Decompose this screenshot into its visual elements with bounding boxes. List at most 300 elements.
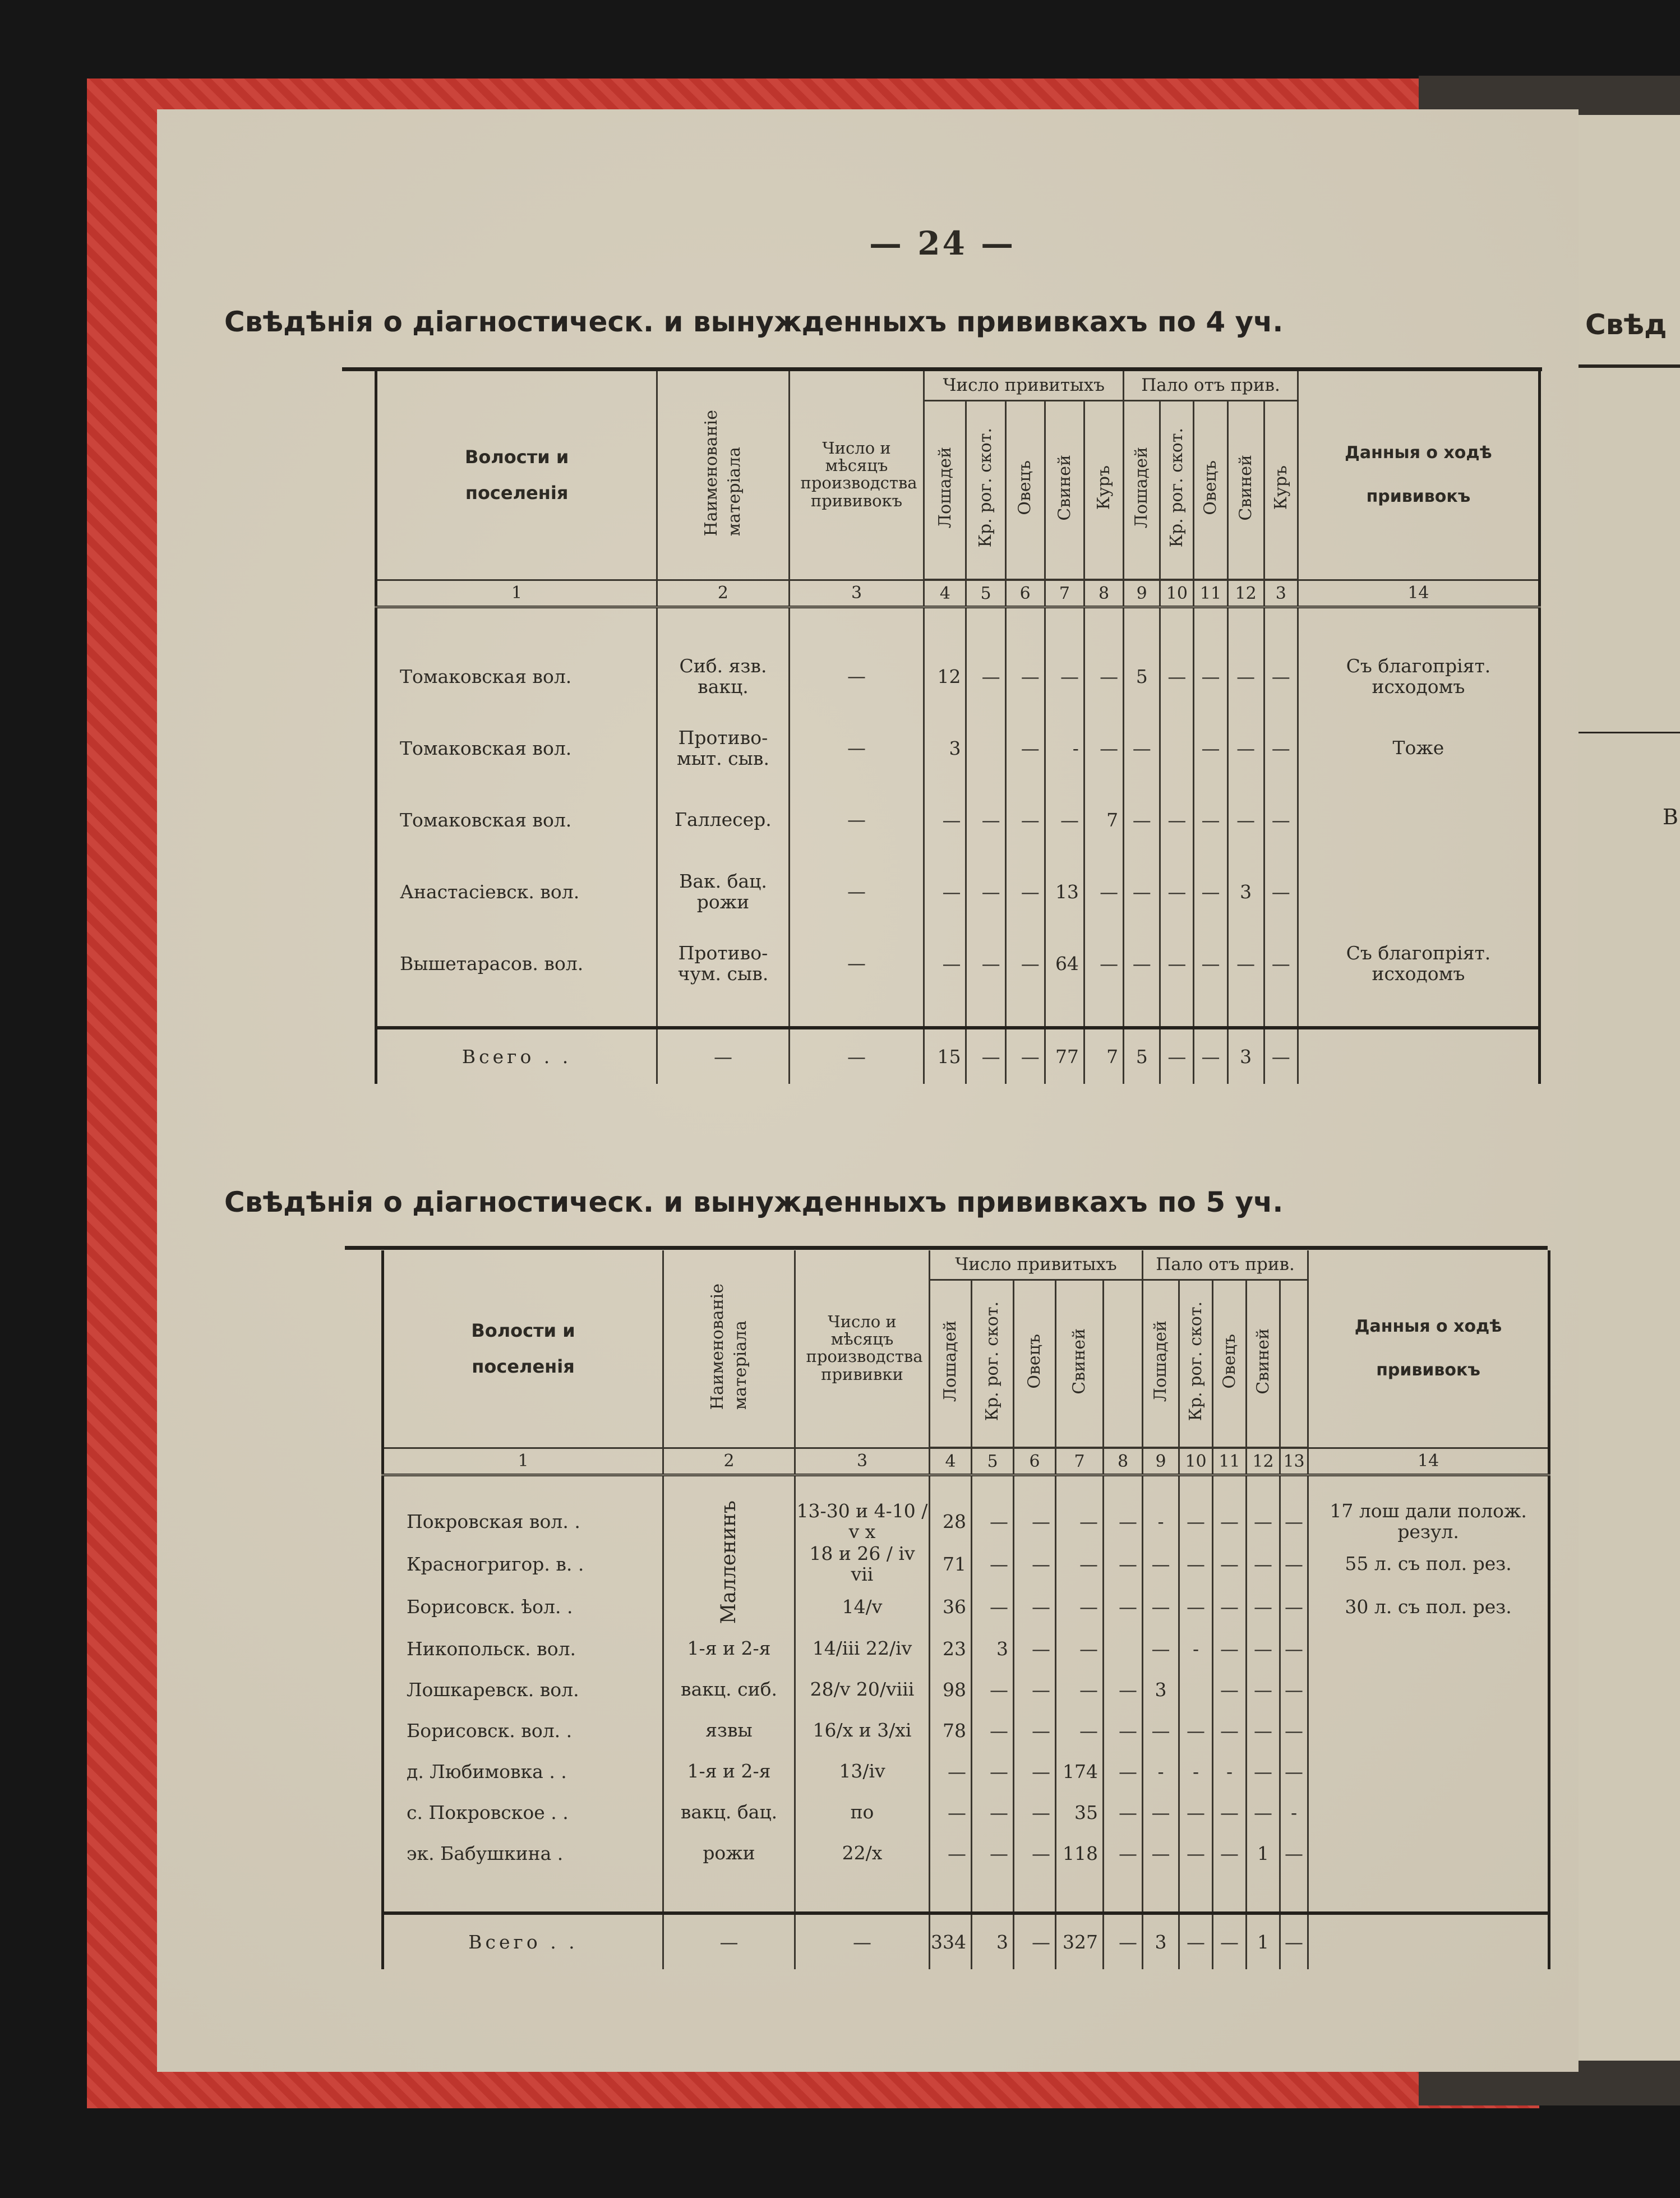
table-row (383, 1751, 1549, 1792)
cell-vaccinated: — (1084, 713, 1123, 784)
spacer-cell (1227, 607, 1264, 641)
spacer-cell (1308, 1475, 1549, 1500)
cell-died: — (1280, 1543, 1308, 1586)
cell-note (1308, 1751, 1549, 1792)
next-page-letter: В (1663, 805, 1678, 829)
cell-note (1298, 856, 1539, 928)
header-notes (1298, 371, 1539, 580)
spacer-cell (1005, 607, 1045, 641)
cell-died: — (1280, 1500, 1308, 1543)
header-died-pigs (1247, 1280, 1280, 1448)
cell-vaccinated: — (1005, 928, 1045, 1000)
cell-vaccinated: 3 (972, 1628, 1014, 1669)
cell-material: 1-я и 2-я (663, 1751, 795, 1792)
cell-vaccinated: — (1056, 1500, 1104, 1543)
cell-died: — (1160, 784, 1194, 856)
header-died-pigs (1227, 400, 1264, 580)
table-row (383, 1500, 1549, 1543)
cell-date: 13/iv (795, 1751, 930, 1792)
cell-vaccinated: — (1104, 1751, 1143, 1792)
table-row (383, 1710, 1549, 1751)
table-section-5 (381, 1250, 1550, 1969)
spacer-cell (1280, 1475, 1308, 1500)
table-row (376, 856, 1540, 928)
cell-died: — (1179, 1543, 1213, 1586)
spacer-cell (1014, 1874, 1056, 1913)
header-hens-text: Куръ (1093, 465, 1114, 510)
cell-died: 3 (1227, 856, 1264, 928)
header-group-died: Пало отъ прив. (1124, 371, 1298, 400)
cell-died: — (1213, 1543, 1247, 1586)
spacer-cell (376, 1000, 657, 1028)
cell-vaccinated: — (972, 1833, 1014, 1874)
header-died-sheep-text: Овецъ (1219, 1333, 1239, 1389)
cell-place: д. Любимовка . . (383, 1751, 663, 1792)
cell-total-died: 3 (1227, 1028, 1264, 1084)
header-horses (924, 400, 966, 580)
cell-total-vaccinated: — (1104, 1913, 1143, 1969)
header-died-horses-text: Лошадей (1151, 1320, 1171, 1402)
cell-vaccinated: — (972, 1500, 1014, 1543)
cell-died: — (1227, 784, 1264, 856)
column-number: 11 (1213, 1448, 1247, 1475)
cell-vaccinated: — (1104, 1669, 1143, 1710)
header-pigs (1045, 400, 1084, 580)
cell-material: язвы (663, 1710, 795, 1751)
cell-died: — (1264, 784, 1298, 856)
total-row (383, 1913, 1549, 1969)
header-cattle (966, 400, 1005, 580)
column-number: 5 (966, 580, 1005, 607)
cell-died: — (1227, 641, 1264, 713)
table-top-rule (342, 367, 1542, 371)
cell-vaccinated: — (966, 641, 1005, 713)
spacer-cell (1194, 607, 1227, 641)
header-pigs (1056, 1280, 1104, 1448)
cell-vaccinated: — (1014, 1628, 1056, 1669)
cell-note: 17 лош дали полож. резул. (1308, 1500, 1549, 1543)
table-row (376, 784, 1540, 856)
spacer-cell (1264, 1000, 1298, 1028)
spacer-cell (930, 1874, 972, 1913)
cell-died: — (1247, 1669, 1280, 1710)
cell-died: - (1179, 1628, 1213, 1669)
spacer-cell (1194, 1000, 1227, 1028)
cell-total-vaccinated: 3 (972, 1913, 1014, 1969)
cell-place: эк. Бабушкина . (383, 1833, 663, 1874)
spacer-cell (1298, 607, 1539, 641)
cell-vaccinated: — (1014, 1586, 1056, 1628)
header-sheep (1014, 1280, 1056, 1448)
cell-place: Томаковская вол. (376, 641, 657, 713)
header-sheep-text: Овецъ (1015, 460, 1035, 515)
cell-vaccinated: 35 (1056, 1792, 1104, 1833)
column-number: 3 (789, 580, 924, 607)
column-number: 13 (1280, 1448, 1308, 1475)
spacer-cell (1264, 607, 1298, 641)
cell-died: — (1124, 784, 1160, 856)
spacer-cell (657, 1000, 790, 1028)
cell-died: — (1124, 713, 1160, 784)
cell-vaccinated: 36 (930, 1586, 972, 1628)
spacer-cell (966, 1000, 1005, 1028)
header-died-horses (1124, 400, 1160, 580)
header-died-blank (1280, 1280, 1308, 1448)
header-sheep (1005, 400, 1045, 580)
cell-vaccinated: — (1005, 713, 1045, 784)
cell-material: Противо- мыт. сыв. (657, 713, 790, 784)
column-number: 12 (1227, 580, 1264, 607)
cell-vaccinated: — (966, 784, 1005, 856)
column-number: 5 (972, 1448, 1014, 1475)
cell-died: — (1213, 1628, 1247, 1669)
header-material (663, 1250, 795, 1448)
spacer-cell (1227, 1000, 1264, 1028)
header-hens (1084, 400, 1123, 580)
cell-date: 14/v (795, 1586, 930, 1628)
spacer-cell (924, 607, 966, 641)
cell-died: — (1194, 856, 1227, 928)
header-died-sheep (1194, 400, 1227, 580)
header-date (789, 371, 924, 580)
cell-vaccinated: — (972, 1669, 1014, 1710)
cell-note: Съ благопріят. исходомъ (1298, 928, 1539, 1000)
cell-died: 5 (1124, 641, 1160, 713)
cell-vaccinated: — (924, 856, 966, 928)
cell-vaccinated: — (930, 1833, 972, 1874)
cell-date: — (789, 856, 924, 928)
spacer-cell (1056, 1874, 1104, 1913)
cell-place: Красногригор. в. . (383, 1543, 663, 1586)
header-died-hens-text: Куръ (1271, 465, 1291, 510)
column-number: 9 (1143, 1448, 1179, 1475)
table-row (383, 1833, 1549, 1874)
header-volost-text: Волости и поселенія (464, 446, 569, 504)
cell-vaccinated: — (1005, 641, 1045, 713)
cell-died (1179, 1669, 1213, 1710)
table-row (376, 641, 1540, 713)
cell-vaccinated: 23 (930, 1628, 972, 1669)
cell-died: — (1213, 1792, 1247, 1833)
cell-vaccinated: — (1104, 1543, 1143, 1586)
cell-died: 3 (1143, 1669, 1179, 1710)
cell-died: — (1264, 713, 1298, 784)
column-number: 7 (1056, 1448, 1104, 1475)
cell-vaccinated: — (930, 1792, 972, 1833)
cell-vaccinated: 118 (1056, 1833, 1104, 1874)
cell-vaccinated: 12 (924, 641, 966, 713)
spacer-cell (1160, 1000, 1194, 1028)
cell-total-died: — (1213, 1913, 1247, 1969)
cell-material: Вак. бац. рожи (657, 856, 790, 928)
cell-material: вакц. сиб. (663, 1669, 795, 1710)
header-material (657, 371, 790, 580)
header-died-pigs-text: Свиней (1253, 1328, 1273, 1394)
cell-vaccinated: — (1104, 1833, 1143, 1874)
cell-died: — (1194, 928, 1227, 1000)
cell-vaccinated: — (1014, 1833, 1056, 1874)
cell-died: — (1179, 1500, 1213, 1543)
cell-note: 30 л. съ пол. рез. (1308, 1586, 1549, 1628)
spacer-cell (376, 607, 657, 641)
cell-date: — (789, 784, 924, 856)
column-number: 14 (1308, 1448, 1549, 1475)
spacer-cell (1213, 1475, 1247, 1500)
cell-died: — (1264, 856, 1298, 928)
header-notes-b: прививокъ (1376, 1360, 1480, 1380)
header-blank (1104, 1280, 1143, 1448)
column-number: 14 (1298, 580, 1539, 607)
cell-died: — (1227, 928, 1264, 1000)
cell-vaccinated: — (1084, 928, 1123, 1000)
cell-total-vaccinated: 7 (1084, 1028, 1123, 1084)
cell-vaccinated: — (1014, 1500, 1056, 1543)
cell-total-died: 3 (1143, 1913, 1179, 1969)
cell-note (1308, 1792, 1549, 1833)
spacer-row (376, 607, 1540, 641)
header-date-text: Число и мѣсяцъ производства прививокъ (800, 438, 917, 510)
cell-died: — (1213, 1710, 1247, 1751)
spacer-cell (1179, 1475, 1213, 1500)
header-group-died: Пало отъ прив. (1143, 1250, 1308, 1280)
header-pigs-text: Свиней (1069, 1328, 1090, 1394)
spacer-cell (1084, 1000, 1123, 1028)
spacer-cell (1179, 1874, 1213, 1913)
header-died-pigs-text: Свиней (1235, 454, 1256, 521)
spacer-cell (1084, 607, 1123, 641)
cell-died: — (1247, 1628, 1280, 1669)
header-material-b: матеріала (730, 1320, 750, 1410)
spacer-cell (383, 1874, 663, 1913)
cell-material: Сиб. язв. вакц. (657, 641, 790, 713)
column-number: 3 (795, 1448, 930, 1475)
next-page-rule (1579, 364, 1680, 368)
column-number: 4 (930, 1448, 972, 1475)
spacer-cell (657, 607, 790, 641)
cell-vaccinated: — (1014, 1543, 1056, 1586)
cell-died: — (1160, 856, 1194, 928)
header-died-horses (1143, 1280, 1179, 1448)
page-number: — 24 — (869, 224, 1016, 262)
cell-died: — (1160, 928, 1194, 1000)
header-died-cattle-text: Кр. рог. скот. (1167, 428, 1187, 548)
header-notes (1308, 1250, 1549, 1448)
cell-died: — (1264, 928, 1298, 1000)
column-number: 9 (1124, 580, 1160, 607)
cell-vaccinated: — (924, 784, 966, 856)
header-notes-a: Данныя о ходѣ (1345, 443, 1492, 463)
cell-total-vaccinated: — (1005, 1028, 1045, 1084)
table-row (376, 928, 1540, 1000)
cell-died: — (1280, 1833, 1308, 1874)
cell-vaccinated: — (1056, 1710, 1104, 1751)
header-cattle-text: Кр. рог. скот. (976, 428, 996, 548)
cell-vaccinated: — (972, 1710, 1014, 1751)
header-horses-text: Лошадей (940, 1320, 961, 1402)
cell-note (1308, 1833, 1549, 1874)
spacer-cell (930, 1475, 972, 1500)
spacer-cell (924, 1000, 966, 1028)
cell-died (1160, 713, 1194, 784)
spacer-cell (1143, 1475, 1179, 1500)
cell-vaccinated: — (930, 1751, 972, 1792)
cell-place: Покровская вол. . (383, 1500, 663, 1543)
header-notes-b: прививокъ (1366, 487, 1471, 507)
spacer-row (383, 1475, 1549, 1500)
cell-vaccinated (966, 713, 1005, 784)
cell-vaccinated: 98 (930, 1669, 972, 1710)
spacer-cell (1124, 1000, 1160, 1028)
cell-died: — (1124, 928, 1160, 1000)
column-number: 10 (1179, 1448, 1213, 1475)
cell-note: Съ благопріят. исходомъ (1298, 641, 1539, 713)
cell-total-date: — (789, 1028, 924, 1084)
cell-vaccinated: — (1104, 1792, 1143, 1833)
header-material-a: Наименованіе (707, 1283, 727, 1410)
cell-died: - (1280, 1792, 1308, 1833)
column-number: 10 (1160, 580, 1194, 607)
cell-died: — (1247, 1751, 1280, 1792)
cell-total-vaccinated: 77 (1045, 1028, 1084, 1084)
section-title-4: Свѣдѣнія о діагностическ. и вынужденныхъ прививкахъ по 4 уч. (224, 306, 1284, 338)
table-row (376, 713, 1540, 784)
cell-died: — (1280, 1669, 1308, 1710)
cell-vaccinated: — (1104, 1586, 1143, 1628)
cell-total-material: — (663, 1913, 795, 1969)
cell-material: вакц. бац. (663, 1792, 795, 1833)
cell-died: — (1124, 856, 1160, 928)
cell-total-vaccinated: 15 (924, 1028, 966, 1084)
spacer-cell (1143, 1874, 1179, 1913)
cell-vaccinated: — (1084, 856, 1123, 928)
header-notes-a: Данныя о ходѣ (1354, 1317, 1502, 1337)
next-page-rule (1579, 732, 1680, 733)
cell-died: — (1194, 713, 1227, 784)
cell-place: Борисовск. вол. . (383, 1710, 663, 1751)
cell-vaccinated: — (1056, 1628, 1104, 1669)
column-number: 4 (924, 580, 966, 607)
spacer-cell (663, 1874, 795, 1913)
column-number: 7 (1045, 580, 1084, 607)
header-date (795, 1250, 930, 1448)
column-number: 2 (657, 580, 790, 607)
cell-died: — (1143, 1586, 1179, 1628)
cell-died: — (1264, 641, 1298, 713)
spacer-row (376, 1000, 1540, 1028)
table-row (383, 1586, 1549, 1628)
cell-vaccinated: — (972, 1751, 1014, 1792)
cell-died: — (1194, 784, 1227, 856)
header-died-sheep-text: Овецъ (1201, 460, 1221, 515)
cell-total-label: Всего . . (383, 1913, 663, 1969)
column-number: 1 (376, 580, 657, 607)
cell-died: — (1247, 1543, 1280, 1586)
cell-died: — (1143, 1833, 1179, 1874)
cell-total-vaccinated: — (966, 1028, 1005, 1084)
spacer-cell (1104, 1475, 1143, 1500)
cell-died: — (1160, 641, 1194, 713)
cell-place: Томаковская вол. (376, 784, 657, 856)
column-number: 12 (1247, 1448, 1280, 1475)
column-number: 8 (1084, 580, 1123, 607)
cell-material: рожи (663, 1833, 795, 1874)
cell-material: 1-я и 2-я (663, 1628, 795, 1669)
column-number: 8 (1104, 1448, 1143, 1475)
cell-note (1308, 1669, 1549, 1710)
cell-died: — (1280, 1710, 1308, 1751)
cell-date: 13-30 и 4-10 / v x (795, 1500, 930, 1543)
spacer-cell (1247, 1475, 1280, 1500)
cell-material: Противо- чум. сыв. (657, 928, 790, 1000)
cell-died: — (1280, 1586, 1308, 1628)
cell-died: - (1179, 1751, 1213, 1792)
cell-died: — (1247, 1586, 1280, 1628)
column-number: 3 (1264, 580, 1298, 607)
cell-date: — (789, 928, 924, 1000)
header-died-hens (1264, 400, 1298, 580)
header-pigs-text: Свиней (1054, 454, 1074, 521)
cell-date: 16/x и 3/xi (795, 1710, 930, 1751)
cell-date: 28/v 20/viii (795, 1669, 930, 1710)
spacer-cell (1045, 1000, 1084, 1028)
spacer-cell (1213, 1874, 1247, 1913)
cell-vaccinated: — (1045, 641, 1084, 713)
header-group-vaccinated: Число привитыхъ (924, 371, 1124, 400)
header-died-cattle (1160, 400, 1194, 580)
cell-vaccinated: - (1045, 713, 1084, 784)
header-died-horses-text: Лошадей (1132, 447, 1152, 529)
cell-vaccinated: — (924, 928, 966, 1000)
column-number: 6 (1014, 1448, 1056, 1475)
spacer-cell (1056, 1475, 1104, 1500)
cell-vaccinated: 78 (930, 1710, 972, 1751)
cell-place: Вышетарасов. вол. (376, 928, 657, 1000)
column-number: 6 (1005, 580, 1045, 607)
cell-total-died: — (1280, 1913, 1308, 1969)
spacer-row (383, 1874, 1549, 1913)
cell-died: — (1143, 1792, 1179, 1833)
cell-total-died: — (1264, 1028, 1298, 1084)
cell-vaccinated: — (1014, 1710, 1056, 1751)
cell-died: — (1143, 1628, 1179, 1669)
header-date-text: Число и мѣсяцъ производства прививки (806, 1312, 923, 1384)
cell-date: 22/x (795, 1833, 930, 1874)
cell-died: — (1194, 641, 1227, 713)
cell-died: — (1143, 1710, 1179, 1751)
cell-date: 18 и 26 / iv vii (795, 1543, 930, 1586)
spacer-cell (1280, 1874, 1308, 1913)
cell-total-died: 5 (1124, 1028, 1160, 1084)
header-material-a: Наименованіе (701, 409, 722, 536)
cell-vaccinated: 7 (1084, 784, 1123, 856)
cell-died: - (1213, 1751, 1247, 1792)
spacer-cell (383, 1475, 663, 1500)
header-sheep-text: Овецъ (1024, 1333, 1045, 1389)
cell-vaccinated: — (1014, 1792, 1056, 1833)
header-group-vaccinated: Число привитыхъ (930, 1250, 1143, 1280)
cell-vaccinated: — (1056, 1669, 1104, 1710)
cell-vaccinated: — (966, 928, 1005, 1000)
next-page-edge (1579, 115, 1680, 2061)
cell-place: Борисовск. ѣол. . (383, 1586, 663, 1628)
header-died-sheep (1213, 1280, 1247, 1448)
cell-died: — (1247, 1500, 1280, 1543)
cell-note: 55 л. съ пол. рез. (1308, 1543, 1549, 1586)
spacer-cell (1298, 1000, 1539, 1028)
spacer-cell (1160, 607, 1194, 641)
table-row (383, 1543, 1549, 1586)
cell-vaccinated: — (1005, 784, 1045, 856)
